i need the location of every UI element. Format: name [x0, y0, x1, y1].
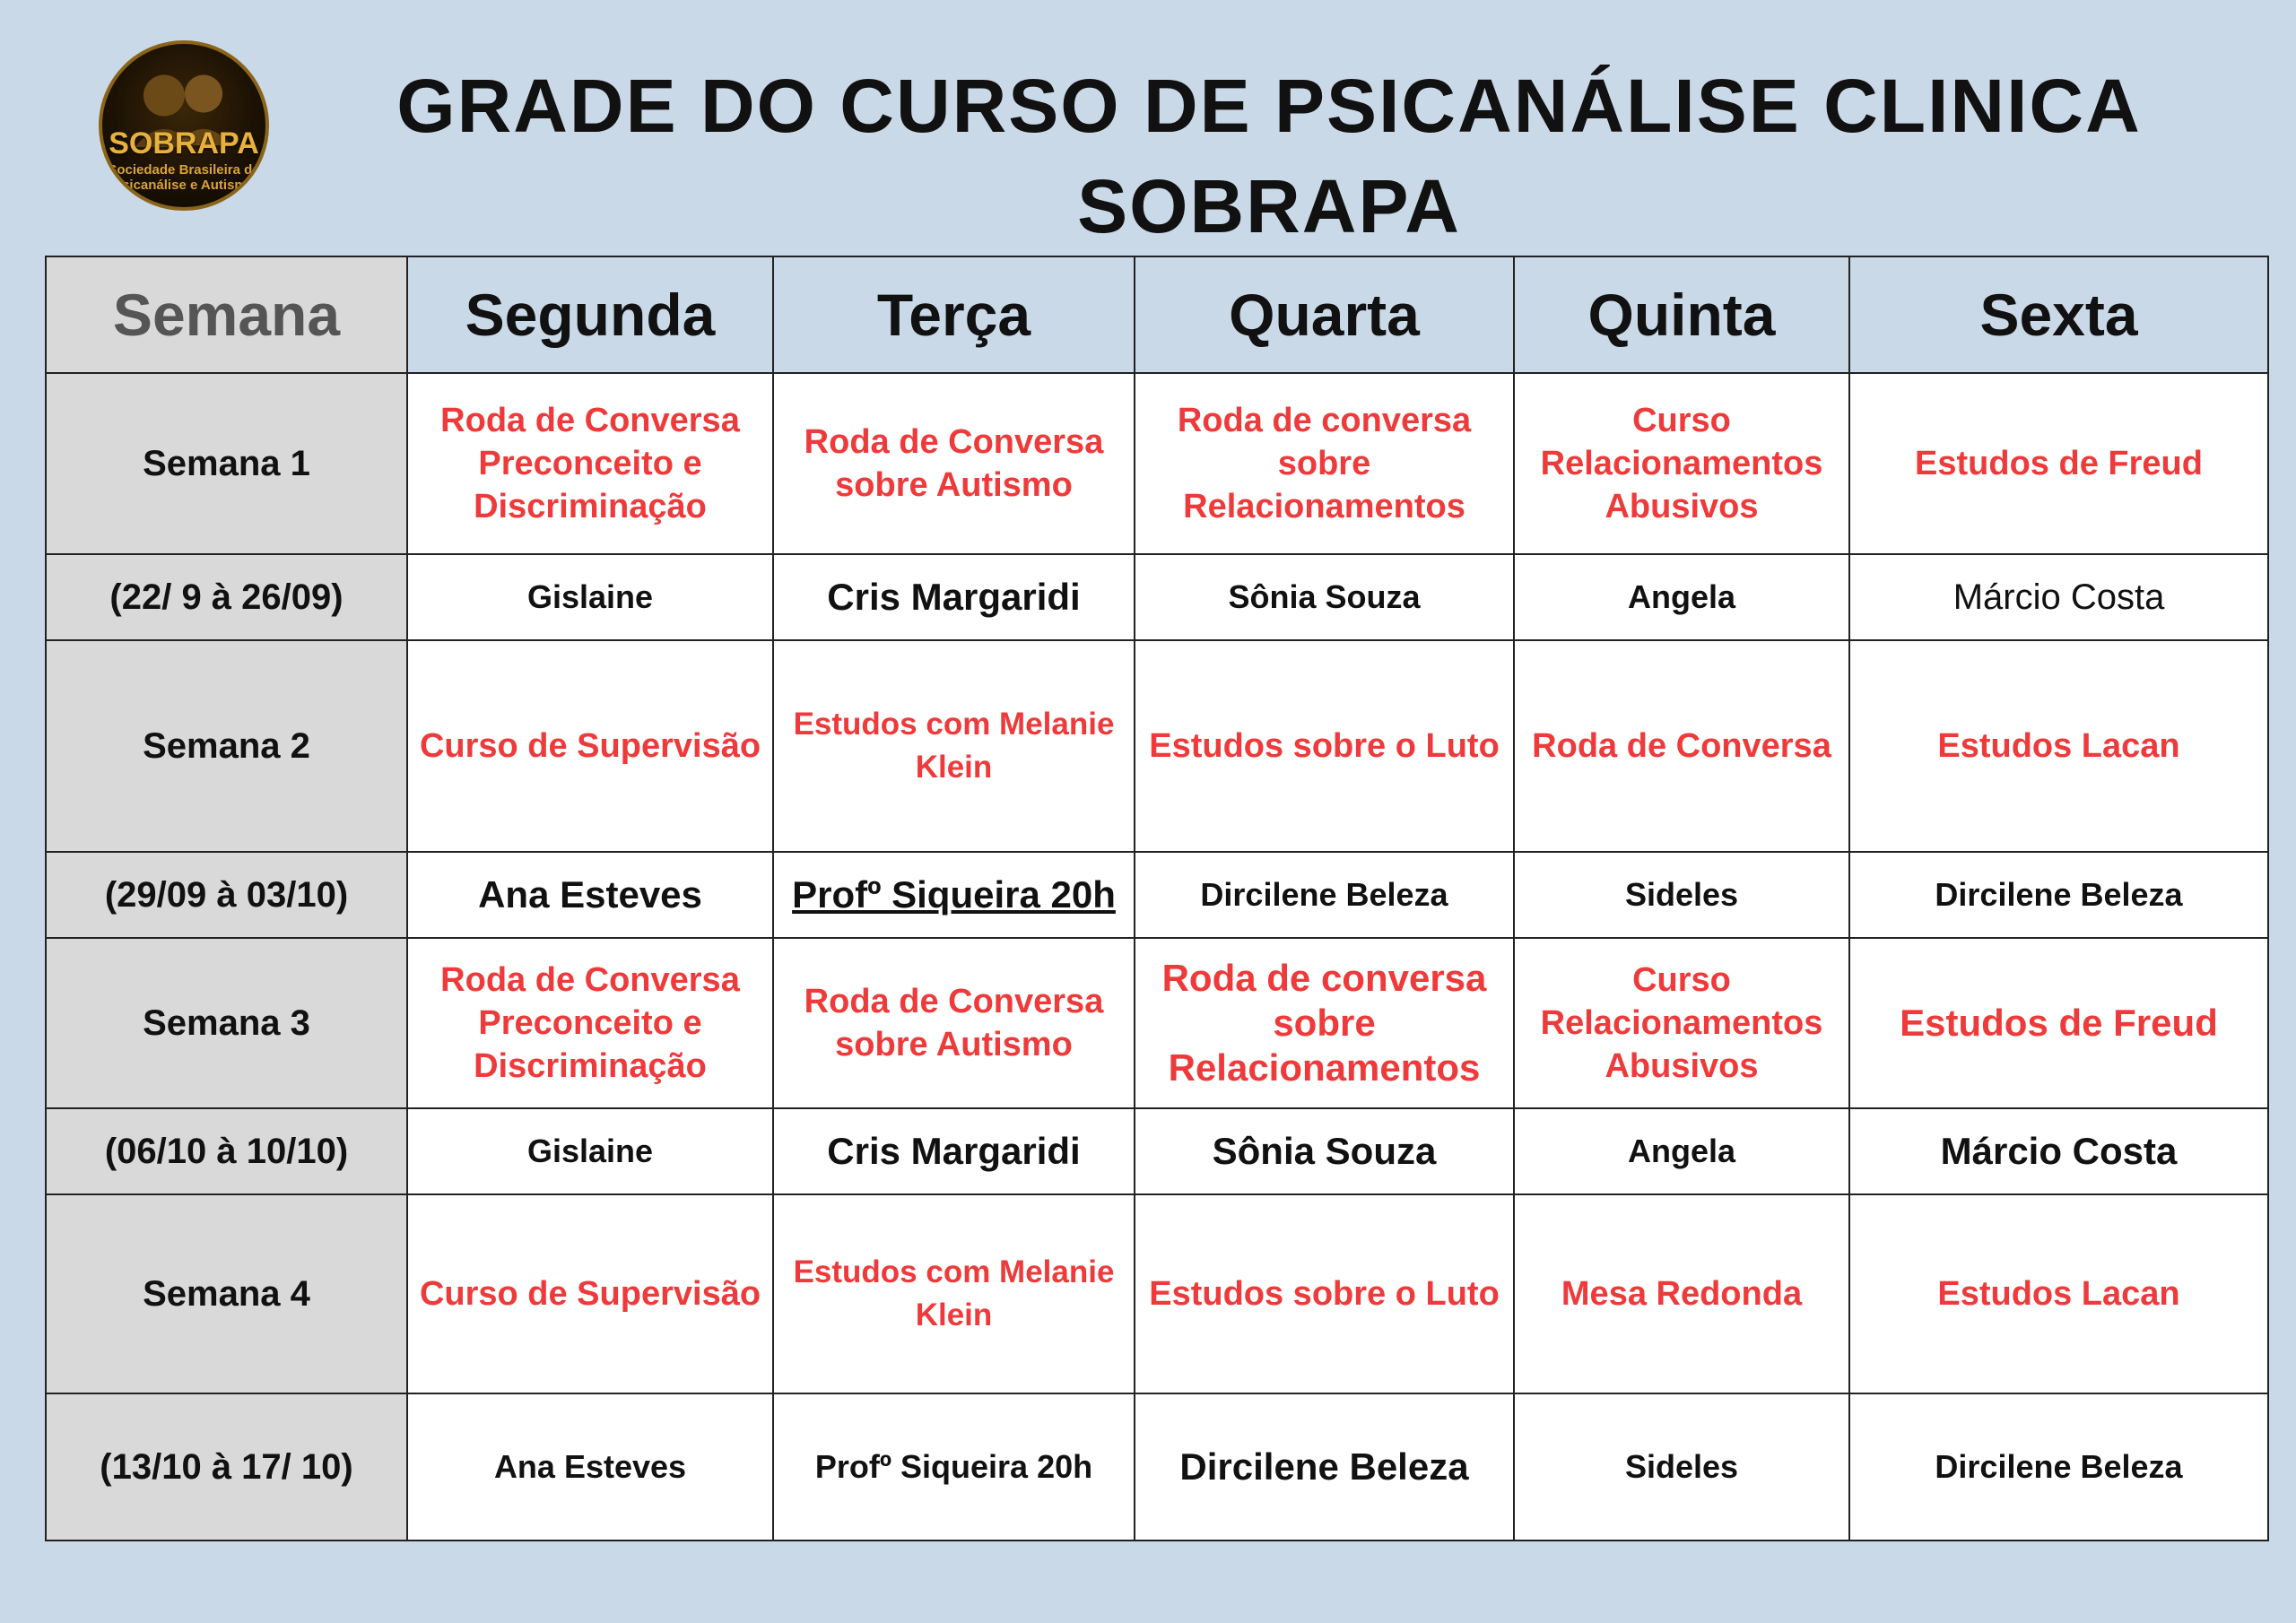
- topic-cell: Estudos de Freud: [1849, 938, 2268, 1108]
- teacher-cell: Sideles: [1514, 852, 1849, 938]
- week-label: Semana 4: [46, 1194, 407, 1393]
- topic-cell: Roda de conversa sobre Relacionamentos: [1135, 938, 1514, 1108]
- teacher-cell: Ana Esteves: [407, 1393, 773, 1541]
- topic-cell: Roda de Conversa Preconceito e Discriminação: [407, 938, 773, 1108]
- topic-cell: Roda de Conversa sobre Autismo: [773, 938, 1135, 1108]
- teacher-cell: Profº Siqueira 20h: [773, 1393, 1135, 1541]
- teacher-cell: Dircilene Beleza: [1135, 852, 1514, 938]
- logo-brand: SOBRAPA: [109, 126, 259, 161]
- teacher-cell: Ana Esteves: [407, 852, 773, 938]
- table-row: [46, 640, 2268, 852]
- topic-cell: Estudos sobre o Luto: [1135, 1194, 1514, 1393]
- teacher-cell: Profº Siqueira 20h: [773, 852, 1135, 938]
- page-title: [350, 56, 2188, 256]
- week-dates: (13/10 à 17/ 10): [46, 1393, 407, 1541]
- table-row: [46, 938, 2268, 1108]
- week-label: Semana 3: [46, 938, 407, 1108]
- teacher-cell: Cris Margaridi: [773, 1108, 1135, 1194]
- teacher-cell: Angela: [1514, 1108, 1849, 1194]
- table-row: [46, 554, 2268, 640]
- teacher-cell: Angela: [1514, 554, 1849, 640]
- topic-cell: Estudos sobre o Luto: [1135, 640, 1514, 852]
- topic-cell: Mesa Redonda: [1514, 1194, 1849, 1393]
- header-quarta: Quarta: [1135, 256, 1514, 373]
- header-segunda: Segunda: [407, 256, 773, 373]
- teacher-cell: Márcio Costa: [1849, 1108, 2268, 1194]
- topic-cell: Curso Relacionamentos Abusivos: [1514, 938, 1849, 1108]
- header-quinta: Quinta: [1514, 256, 1849, 373]
- header-semana: Semana: [46, 256, 407, 373]
- topic-cell: Estudos Lacan: [1849, 1194, 2268, 1393]
- teacher-cell: Sônia Souza: [1135, 1108, 1514, 1194]
- topic-cell: Estudos com Melanie Klein: [773, 640, 1135, 852]
- table-row: [46, 1108, 2268, 1194]
- teacher-cell: Sideles: [1514, 1393, 1849, 1541]
- week-label: Semana 2: [46, 640, 407, 852]
- sobrapa-logo: [99, 40, 269, 211]
- teacher-cell: Sônia Souza: [1135, 554, 1514, 640]
- week-dates: (29/09 à 03/10): [46, 852, 407, 938]
- topic-cell: Curso de Supervisão: [407, 1194, 773, 1393]
- week-label: Semana 1: [46, 373, 407, 554]
- topic-cell: Estudos de Freud: [1849, 373, 2268, 554]
- table-row: [46, 1393, 2268, 1541]
- header-sexta: Sexta: [1849, 256, 2268, 373]
- table-row: [46, 1194, 2268, 1393]
- title-line-2: SOBRAPA: [1077, 164, 1461, 248]
- teacher-cell: Cris Margaridi: [773, 554, 1135, 640]
- table-row: [46, 373, 2268, 554]
- logo-subtitle: Sociedade Brasileira de Psicanálise e Autismo: [108, 162, 260, 193]
- week-dates: (06/10 à 10/10): [46, 1108, 407, 1194]
- topic-cell: Roda de Conversa Preconceito e Discriminação: [407, 373, 773, 554]
- teacher-cell: Gislaine: [407, 554, 773, 640]
- teacher-cell: Gislaine: [407, 1108, 773, 1194]
- teacher-cell: Dircilene Beleza: [1849, 1393, 2268, 1541]
- topic-cell: Estudos com Melanie Klein: [773, 1194, 1135, 1393]
- schedule-table: [45, 256, 2269, 1541]
- week-dates: (22/ 9 à 26/09): [46, 554, 407, 640]
- topic-cell: Curso Relacionamentos Abusivos: [1514, 373, 1849, 554]
- topic-cell: Estudos Lacan: [1849, 640, 2268, 852]
- topic-cell: Roda de Conversa: [1514, 640, 1849, 852]
- table-row: [46, 852, 2268, 938]
- title-line-1: GRADE DO CURSO DE PSICANÁLISE CLINICA: [396, 64, 2142, 148]
- topic-cell: Curso de Supervisão: [407, 640, 773, 852]
- teacher-cell: Márcio Costa: [1849, 554, 2268, 640]
- topic-cell: Roda de Conversa sobre Autismo: [773, 373, 1135, 554]
- topic-cell: Roda de conversa sobre Relacionamentos: [1135, 373, 1514, 554]
- teacher-cell: Dircilene Beleza: [1849, 852, 2268, 938]
- header-terca: Terça: [773, 256, 1135, 373]
- teacher-cell: Dircilene Beleza: [1135, 1393, 1514, 1541]
- header-row: [46, 256, 2268, 373]
